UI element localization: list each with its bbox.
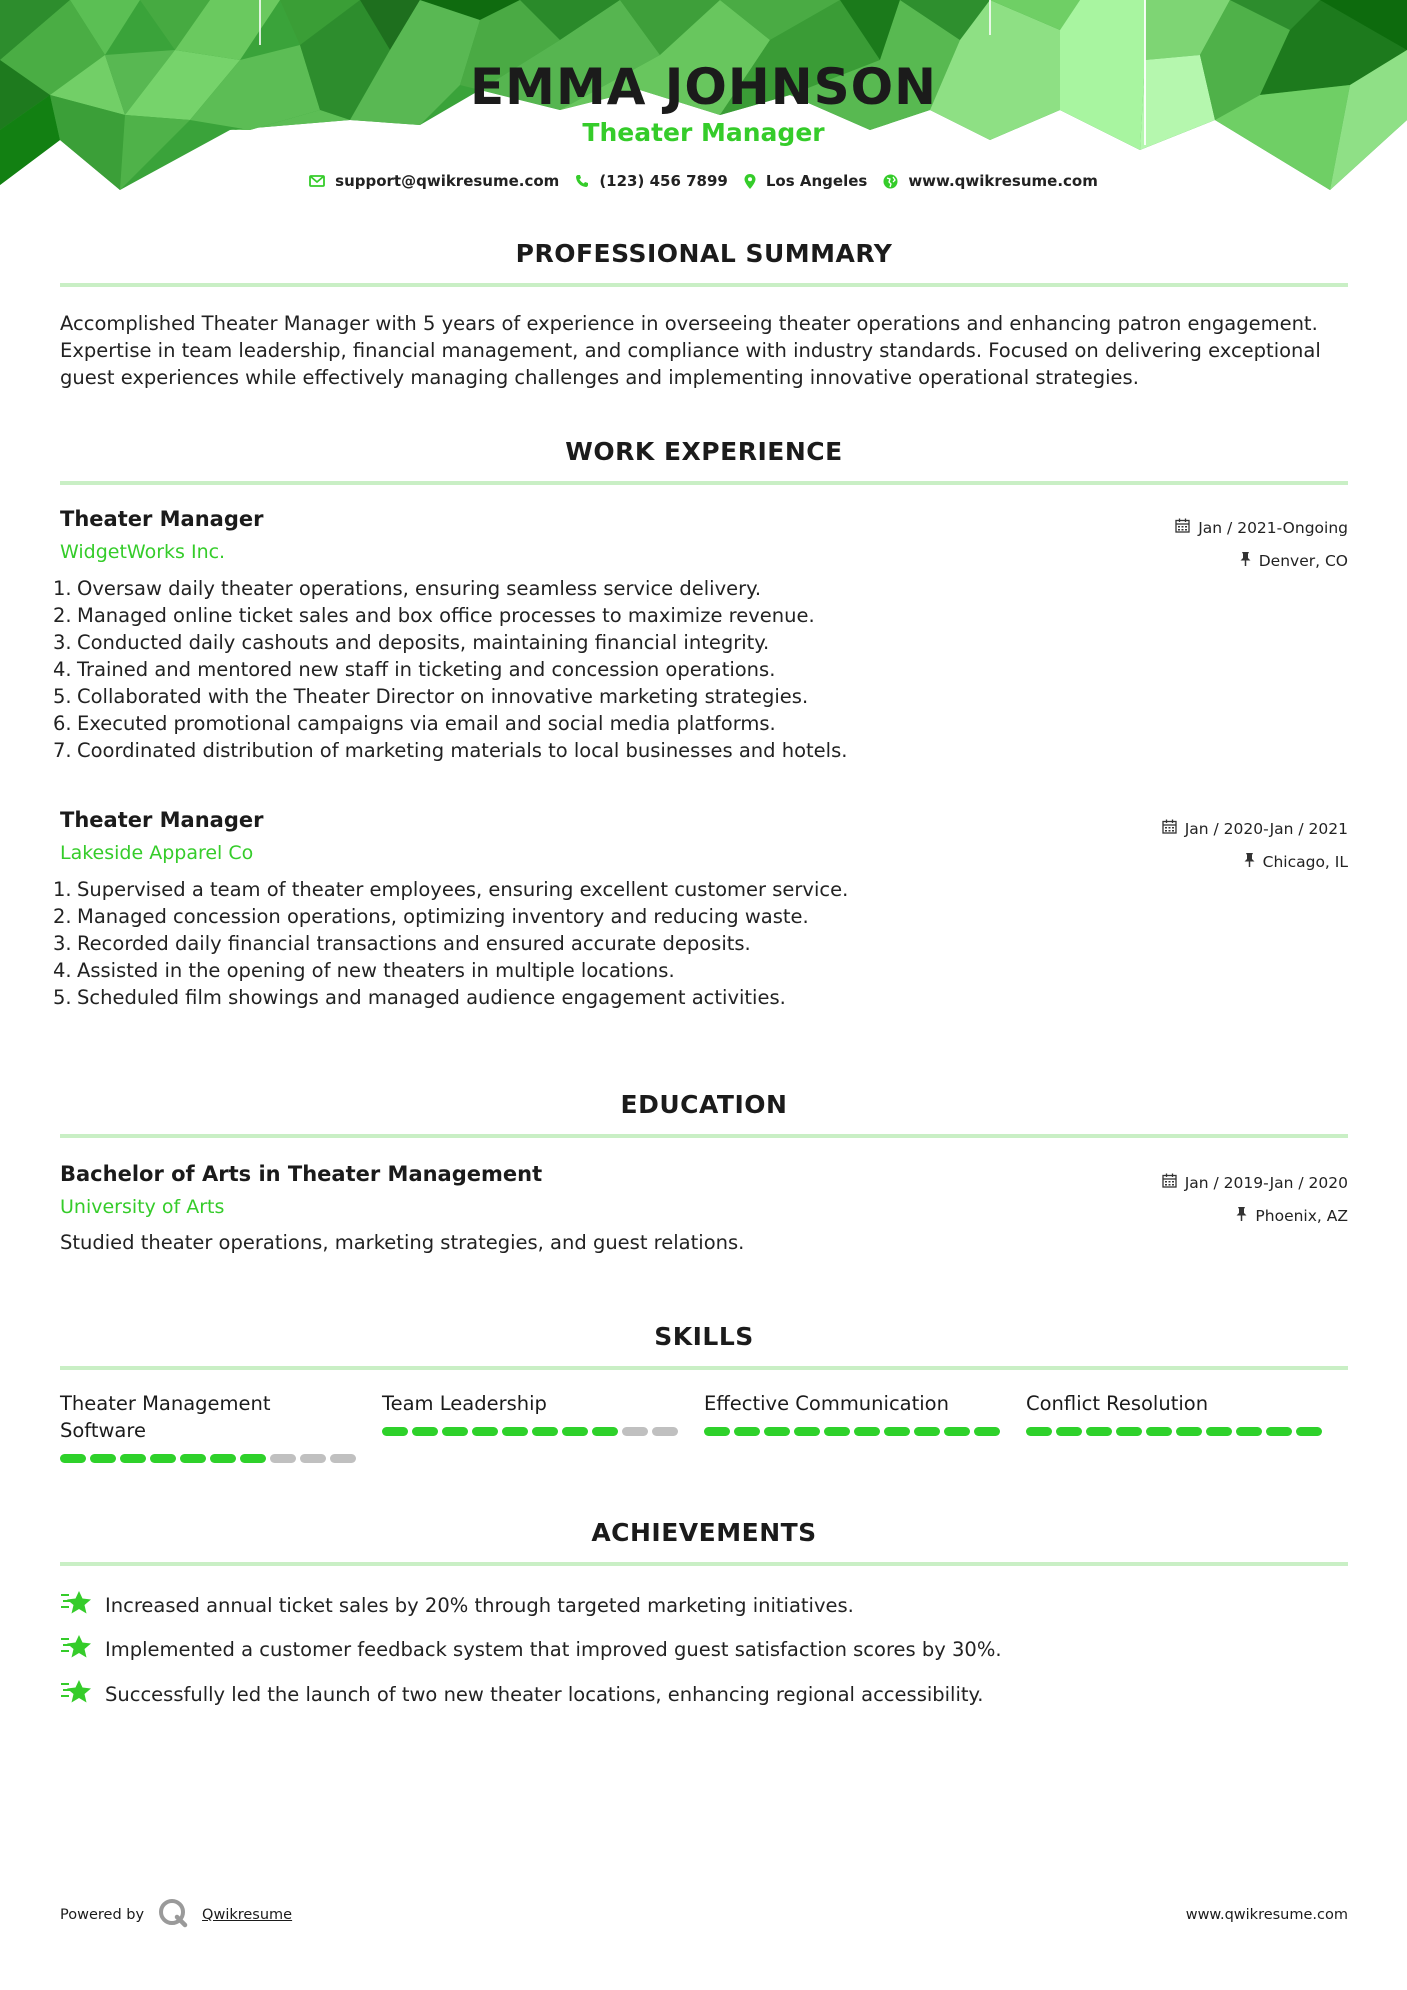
skill-level-segment bbox=[382, 1427, 408, 1436]
skill-level-segment bbox=[60, 1454, 86, 1463]
qwikresume-link[interactable]: Qwikresume bbox=[202, 1907, 293, 1923]
skill-level-bar bbox=[1026, 1427, 1348, 1436]
contact-location-text: Los Angeles bbox=[765, 172, 868, 190]
list-item: 3. Recorded daily financial transactions and ensured accurate deposits. bbox=[53, 932, 751, 955]
job-company: WidgetWorks Inc. bbox=[60, 541, 226, 563]
pushpin-icon bbox=[1240, 552, 1251, 570]
job-responsibilities bbox=[53, 876, 1348, 1011]
summary-text: Accomplished Theater Manager with 5 years of experience in overseeing theater operations and enhancing patron engagement. Expertise in team leadership, financial management, and compliance with industry standards. Focused on delivering exceptional guest experiences while effectively managing challenges and implementing innovative operational strategies. bbox=[60, 312, 1321, 389]
skill-level-segment bbox=[622, 1427, 648, 1436]
skill-level-segment bbox=[824, 1427, 850, 1436]
job-entry bbox=[53, 507, 1348, 764]
list-item: 2. Managed online ticket sales and box office processes to maximize revenue. bbox=[53, 604, 815, 627]
calendar-icon bbox=[1175, 518, 1190, 537]
contact-website-text: www.qwikresume.com bbox=[908, 172, 1098, 190]
job-dates bbox=[1162, 812, 1348, 845]
skill-level-segment bbox=[1206, 1427, 1232, 1436]
skill-level-segment bbox=[944, 1427, 970, 1436]
skill-name: Conflict Resolution bbox=[1026, 1392, 1209, 1415]
skill-level-segment bbox=[502, 1427, 528, 1436]
list-item: 1. Supervised a team of theater employees, ensuring excellent customer service. bbox=[53, 878, 849, 901]
skill-level-segment bbox=[1146, 1427, 1172, 1436]
job-responsibilities bbox=[53, 575, 1348, 764]
skill-level-segment bbox=[914, 1427, 940, 1436]
job-location bbox=[1162, 845, 1348, 878]
calendar-icon bbox=[1162, 819, 1177, 838]
achievement-text: Implemented a customer feedback system that improved guest satisfaction scores by 30%. bbox=[105, 1638, 1002, 1661]
list-item: 5. Scheduled film showings and managed audience engagement activities. bbox=[53, 986, 786, 1009]
map-pin-icon bbox=[744, 174, 756, 189]
education-dates bbox=[1162, 1166, 1348, 1199]
education-meta bbox=[1162, 1166, 1348, 1232]
achievement-text: Successfully led the launch of two new theater locations, enhancing regional accessibility. bbox=[105, 1683, 984, 1706]
job-meta bbox=[1175, 511, 1348, 577]
list-item: 1. Oversaw daily theater operations, ensuring seamless service delivery. bbox=[53, 577, 762, 600]
skill-level-segment bbox=[270, 1454, 296, 1463]
skill-level-segment bbox=[240, 1454, 266, 1463]
achievements-divider bbox=[60, 1562, 1348, 1566]
list-item: 3. Conducted daily cashouts and deposits, maintaining financial integrity. bbox=[53, 631, 770, 654]
skill-level-segment bbox=[412, 1427, 438, 1436]
job-entry bbox=[53, 808, 1348, 1011]
skill-level-segment bbox=[704, 1427, 730, 1436]
skill-level-bar bbox=[382, 1427, 704, 1436]
achievements-heading: ACHIEVEMENTS bbox=[591, 1518, 817, 1547]
achievement-item bbox=[60, 1589, 1348, 1622]
list-item: 4. Assisted in the opening of new theaters in multiple locations. bbox=[53, 959, 675, 982]
education-divider bbox=[60, 1134, 1348, 1138]
skill-level-bar bbox=[704, 1427, 1026, 1436]
skills-list bbox=[60, 1390, 1348, 1463]
candidate-role: Theater Manager bbox=[582, 118, 825, 147]
contact-bar bbox=[0, 172, 1407, 190]
footer-website-link[interactable]: www.qwikresume.com bbox=[1185, 1907, 1348, 1923]
skill-level-segment bbox=[150, 1454, 176, 1463]
pushpin-icon bbox=[1236, 1207, 1247, 1225]
skill-level-segment bbox=[442, 1427, 468, 1436]
pushpin-icon bbox=[1244, 853, 1255, 871]
powered-by-label: Powered by bbox=[60, 1907, 145, 1923]
education-entry bbox=[60, 1162, 1348, 1254]
skill-level-segment bbox=[562, 1427, 588, 1436]
skill-level-segment bbox=[472, 1427, 498, 1436]
experience-heading: WORK EXPERIENCE bbox=[565, 437, 843, 466]
footer bbox=[60, 1898, 1348, 1932]
contact-email[interactable] bbox=[309, 172, 559, 190]
skill-level-segment bbox=[120, 1454, 146, 1463]
achievement-item bbox=[60, 1678, 1348, 1711]
experience-divider bbox=[60, 481, 1348, 485]
skill-level-segment bbox=[974, 1427, 1000, 1436]
calendar-icon bbox=[1162, 1173, 1177, 1192]
skill-item bbox=[704, 1390, 1026, 1463]
skill-level-segment bbox=[330, 1454, 356, 1463]
qwikresume-logo-icon bbox=[158, 1898, 188, 1932]
achievement-item bbox=[60, 1633, 1348, 1666]
skill-level-segment bbox=[90, 1454, 116, 1463]
skill-name: Theater Management Software bbox=[60, 1392, 271, 1442]
job-location-text: Denver, CO bbox=[1258, 551, 1348, 570]
job-location bbox=[1175, 544, 1348, 577]
job-location-text: Chicago, IL bbox=[1262, 852, 1348, 871]
skill-level-segment bbox=[1266, 1427, 1292, 1436]
skill-level-segment bbox=[854, 1427, 880, 1436]
skills-heading: SKILLS bbox=[654, 1322, 754, 1351]
powered-by bbox=[60, 1898, 292, 1932]
skill-level-segment bbox=[180, 1454, 206, 1463]
job-meta bbox=[1162, 812, 1348, 878]
skill-level-segment bbox=[764, 1427, 790, 1436]
contact-phone-text: (123) 456 7899 bbox=[599, 172, 728, 190]
summary-heading: PROFESSIONAL SUMMARY bbox=[515, 239, 893, 268]
education-location-text: Phoenix, AZ bbox=[1255, 1206, 1348, 1225]
star-icon bbox=[60, 1589, 93, 1622]
job-dates bbox=[1175, 511, 1348, 544]
list-item: 6. Executed promotional campaigns via email and social media platforms. bbox=[53, 712, 776, 735]
star-icon bbox=[60, 1678, 93, 1711]
skill-level-bar bbox=[60, 1454, 382, 1463]
skill-level-segment bbox=[1296, 1427, 1322, 1436]
achievement-text: Increased annual ticket sales by 20% through targeted marketing initiatives. bbox=[105, 1594, 854, 1617]
skill-level-segment bbox=[532, 1427, 558, 1436]
job-title: Theater Manager bbox=[60, 808, 264, 832]
skill-level-segment bbox=[300, 1454, 326, 1463]
education-heading: EDUCATION bbox=[620, 1090, 788, 1119]
education-description: Studied theater operations, marketing strategies, and guest relations. bbox=[60, 1231, 745, 1254]
list-item: 5. Collaborated with the Theater Director on innovative marketing strategies. bbox=[53, 685, 809, 708]
skill-level-segment bbox=[1176, 1427, 1202, 1436]
contact-phone[interactable] bbox=[575, 172, 728, 190]
skill-level-segment bbox=[734, 1427, 760, 1436]
summary-divider bbox=[60, 283, 1348, 287]
contact-website[interactable] bbox=[883, 172, 1098, 190]
globe-icon bbox=[883, 174, 898, 189]
skill-name: Effective Communication bbox=[704, 1392, 949, 1415]
skill-name: Team Leadership bbox=[382, 1392, 547, 1415]
school-name: University of Arts bbox=[60, 1196, 225, 1218]
degree-title: Bachelor of Arts in Theater Management bbox=[60, 1162, 543, 1186]
skill-level-segment bbox=[1116, 1427, 1142, 1436]
contact-email-text: support@qwikresume.com bbox=[335, 172, 560, 190]
skill-item bbox=[60, 1390, 382, 1463]
job-title: Theater Manager bbox=[60, 507, 264, 531]
job-dates-text: Jan / 2021-Ongoing bbox=[1198, 518, 1348, 537]
phone-icon bbox=[575, 174, 589, 188]
skill-level-segment bbox=[1236, 1427, 1262, 1436]
skill-item bbox=[382, 1390, 704, 1463]
skill-level-segment bbox=[794, 1427, 820, 1436]
education-location bbox=[1162, 1199, 1348, 1232]
skill-level-segment bbox=[884, 1427, 910, 1436]
contact-location bbox=[744, 172, 867, 190]
star-icon bbox=[60, 1633, 93, 1666]
list-item: 4. Trained and mentored new staff in ticketing and concession operations. bbox=[53, 658, 776, 681]
skill-level-segment bbox=[1056, 1427, 1082, 1436]
job-dates-text: Jan / 2020-Jan / 2021 bbox=[1184, 819, 1348, 838]
envelope-icon bbox=[309, 175, 325, 187]
job-company: Lakeside Apparel Co bbox=[60, 842, 254, 864]
skill-item bbox=[1026, 1390, 1348, 1463]
skills-divider bbox=[60, 1366, 1348, 1370]
candidate-name: EMMA JOHNSON bbox=[470, 58, 937, 116]
list-item: 2. Managed concession operations, optimizing inventory and reducing waste. bbox=[53, 905, 809, 928]
skill-level-segment bbox=[210, 1454, 236, 1463]
education-dates-text: Jan / 2019-Jan / 2020 bbox=[1184, 1173, 1348, 1192]
skill-level-segment bbox=[1026, 1427, 1052, 1436]
skill-level-segment bbox=[1086, 1427, 1112, 1436]
skill-level-segment bbox=[652, 1427, 678, 1436]
skill-level-segment bbox=[592, 1427, 618, 1436]
list-item: 7. Coordinated distribution of marketing materials to local businesses and hotels. bbox=[53, 739, 848, 762]
